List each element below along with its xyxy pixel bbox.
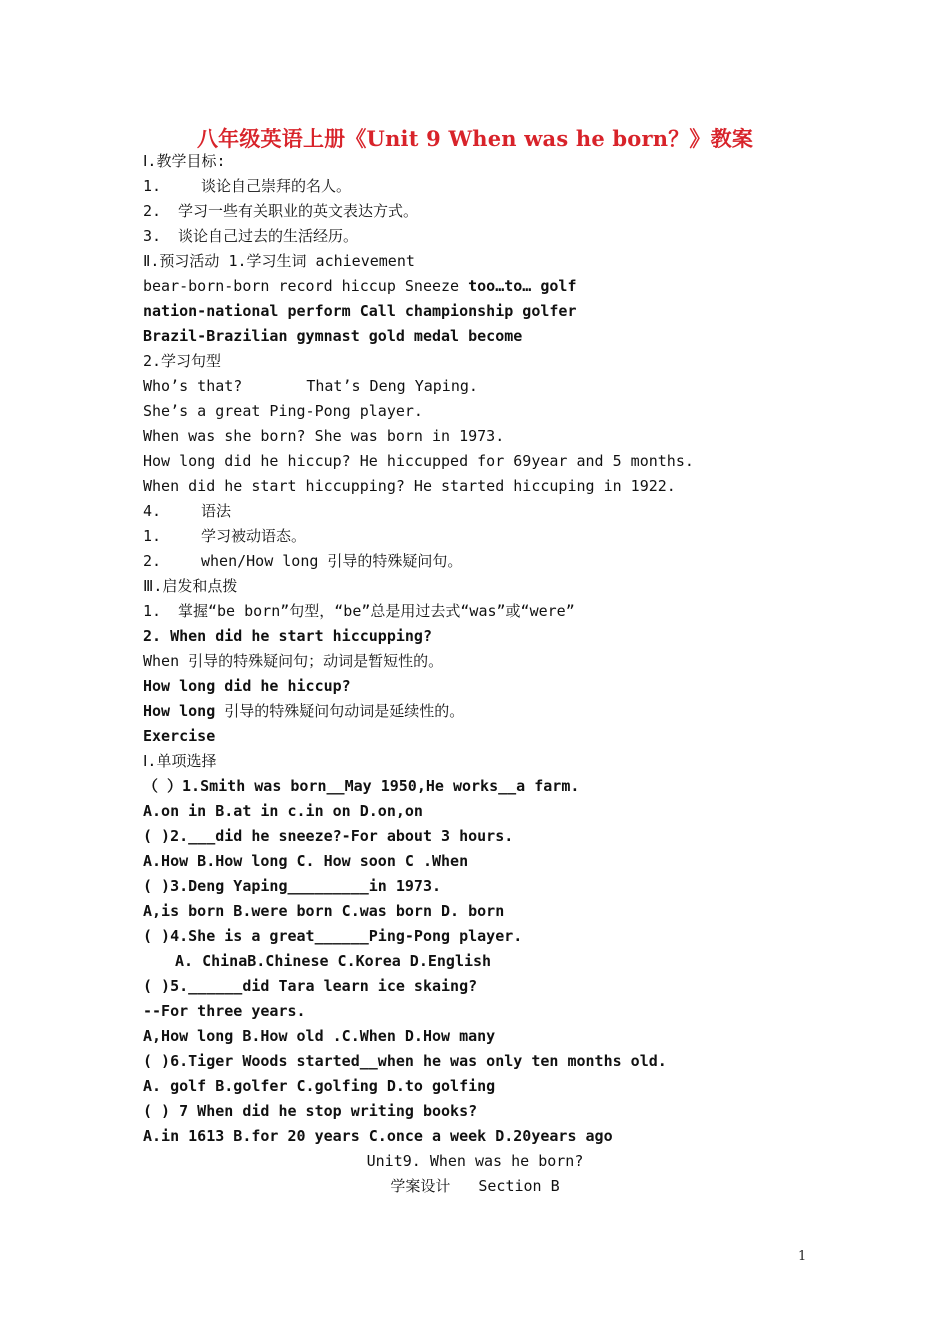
- item-number: 2.: [143, 202, 162, 220]
- item-number: 4.: [143, 502, 162, 520]
- section-heading-preview: Ⅱ.预习活动 1.学习生词 achievement: [143, 252, 415, 270]
- question-2-options: A.How B.How long C. How soon C .When: [143, 852, 469, 870]
- item-text: 掌握“be born”句型，“be”总是用过去式“was”或“were”: [178, 602, 575, 620]
- item-number: 3.: [143, 227, 162, 245]
- guidance-note: When 引导的特殊疑问句；动词是暂短性的。: [143, 652, 444, 670]
- item-number: 1.: [143, 602, 162, 620]
- page-number: 1: [798, 1249, 807, 1264]
- item-number: 1.: [143, 527, 162, 545]
- vocabulary-text-bold: too…to… golf: [468, 277, 577, 295]
- guidance-item: [143, 601, 843, 626]
- question-6-options: A. golf B.golfer C.golfing D.to golfing: [143, 1077, 496, 1095]
- guidance-item: 2. When did he start hiccupping?: [143, 627, 432, 645]
- section-heading-objectives: Ⅰ.教学目标:: [143, 152, 226, 170]
- item-number: 2.: [143, 552, 162, 570]
- question-5-options: A,How long B.How old .C.When D.How many: [143, 1027, 496, 1045]
- objective-item: [143, 226, 843, 251]
- item-text: 谈论自己崇拜的名人。: [201, 177, 352, 195]
- item-text: 学习一些有关职业的英文表达方式。: [178, 202, 419, 220]
- next-section-subtitle: [143, 1176, 807, 1201]
- note-keyword: How long: [143, 702, 216, 720]
- note-text: 引导的特殊疑问句动词是延续性的。: [215, 702, 465, 720]
- item-text: when/How long 引导的特殊疑问句。: [201, 552, 463, 570]
- question-2: ( )2.___did he sneeze?-For about 3 hours.: [143, 827, 514, 845]
- sentence-line: When did he start hiccupping? He started hiccuping in 1922.: [143, 477, 676, 495]
- exercise-heading: Exercise: [143, 727, 216, 745]
- grammar-item: [143, 551, 843, 576]
- page-title: 八年级英语上册《Unit 9 When was he born？》教案: [196, 126, 754, 151]
- objective-item: [143, 176, 843, 201]
- vocabulary-line: [143, 276, 843, 301]
- sentence-line: How long did he hiccup? He hiccupped for 69year and 5 months.: [143, 452, 694, 470]
- sentence-line: When was she born? She was born in 1973.: [143, 427, 505, 445]
- document-body: [143, 151, 843, 1201]
- question-3: ( )3.Deng Yaping_________in 1973.: [143, 877, 442, 895]
- guidance-question: How long did he hiccup?: [143, 677, 351, 695]
- question-5-answer: --For three years.: [143, 1002, 306, 1020]
- sentence-line: She’s a great Ping-Pong player.: [143, 402, 423, 420]
- sentence-line: [143, 376, 843, 401]
- grammar-heading: [143, 501, 843, 526]
- item-text: 谈论自己过去的生活经历。: [178, 227, 359, 245]
- question-4-options: A. ChinaB.Chinese C.Korea D.English: [175, 952, 492, 970]
- item-text: 语法: [201, 502, 232, 520]
- next-section-title: Unit9. When was he born?: [366, 1152, 584, 1170]
- question-1-options: A.on in B.at in c.in on D.on,on: [143, 802, 423, 820]
- question-7-options: A.in 1613 B.for 20 years C.once a week D.20years ago: [143, 1127, 613, 1145]
- vocabulary-line: nation-national perform Call championship golfer: [143, 302, 577, 320]
- question-1: （ ）1.Smith was born__May 1950,He works__a farm.: [143, 777, 580, 795]
- item-text: 学习被动语态。: [201, 527, 307, 545]
- item-number: 1.: [143, 177, 162, 195]
- guidance-note: [143, 701, 843, 726]
- vocabulary-text: bear-born-born record hiccup Sneeze: [143, 277, 469, 295]
- subtitle-left: 学案设计: [390, 1177, 451, 1195]
- subheading-multiple-choice: Ⅰ.单项选择: [143, 752, 217, 770]
- objective-item: [143, 201, 843, 226]
- question-4: ( )4.She is a great______Ping-Pong player.: [143, 927, 523, 945]
- sentence-question: Who’s that?: [143, 377, 243, 395]
- question-6: ( )6.Tiger Woods started__when he was only ten months old.: [143, 1052, 667, 1070]
- question-5: ( )5.______did Tara learn ice skaing?: [143, 977, 478, 995]
- sentence-answer: That’s Deng Yaping.: [306, 377, 478, 395]
- subheading-sentence-patterns: 2.学习句型: [143, 352, 222, 370]
- vocabulary-line: Brazil-Brazilian gymnast gold medal become: [143, 327, 523, 345]
- subtitle-right: Section B: [478, 1177, 560, 1195]
- grammar-item: [143, 526, 843, 551]
- section-heading-guidance: Ⅲ.启发和点拨: [143, 577, 238, 595]
- question-3-options: A,is born B.were born C.was born D. born: [143, 902, 505, 920]
- question-7: ( ) 7 When did he stop writing books?: [143, 1102, 478, 1120]
